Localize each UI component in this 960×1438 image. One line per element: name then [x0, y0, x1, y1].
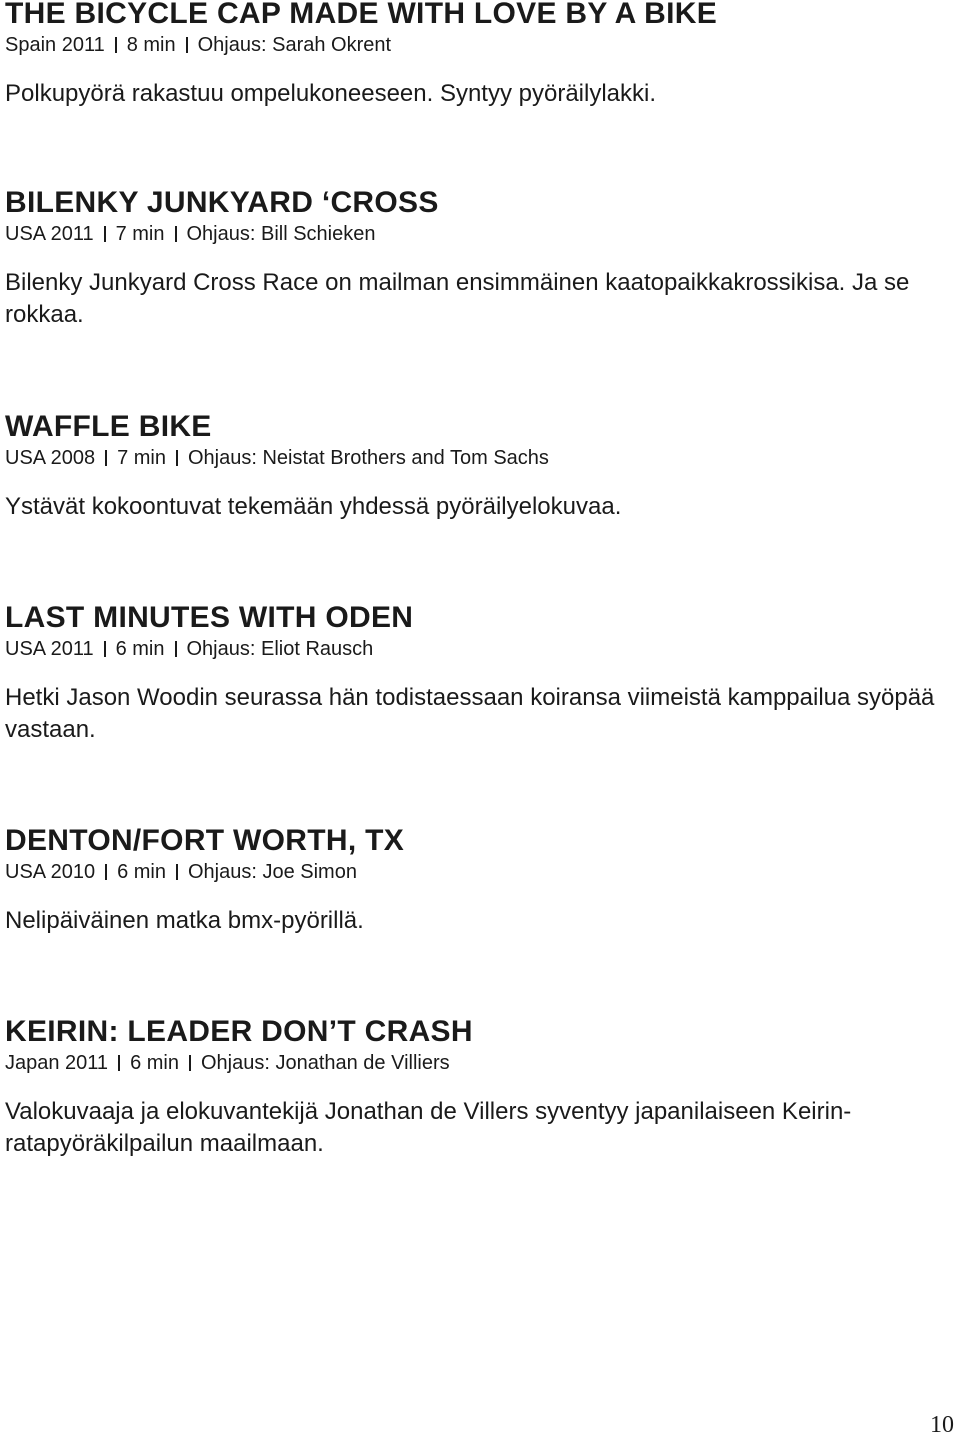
film-entry [5, 186, 952, 331]
film-entry [5, 601, 952, 746]
film-title: KEIRIN: LEADER DON’T CRASH [5, 1015, 473, 1048]
meta-separator [118, 1055, 120, 1071]
film-meta [5, 446, 952, 470]
film-duration: 6 min [117, 861, 166, 883]
meta-separator [186, 37, 188, 53]
meta-separator [104, 641, 106, 657]
film-description: Valokuvaaja ja elokuvantekijä Jonathan de Villers syventyy japanilaiseen Keirinratapyöräkilpailun maailmaan. [5, 1098, 852, 1157]
film-meta [5, 33, 952, 57]
film-country-year: USA 2011 [5, 638, 94, 660]
film-title: BILENKY JUNKYARD ‘CROSS [5, 186, 439, 219]
meta-separator [175, 641, 177, 657]
film-director: Ohjaus: Bill Schieken [186, 223, 376, 245]
film-duration: 6 min [130, 1052, 179, 1074]
film-description: Bilenky Junkyard Cross Race on mailman ensimmäinen kaatopaikkakrossikisa. Ja se rokkaa. [5, 269, 910, 328]
film-entry [5, 1015, 952, 1160]
film-duration: 7 min [115, 223, 165, 245]
film-country-year: Japan 2011 [5, 1052, 109, 1074]
film-country-year: Spain 2011 [5, 34, 105, 56]
film-director: Ohjaus: Joe Simon [187, 861, 357, 883]
meta-separator [176, 450, 178, 466]
film-entry [5, 410, 952, 523]
film-title: DENTON/FORT WORTH, TX [5, 824, 405, 857]
film-director: Ohjaus: Eliot Rausch [186, 638, 374, 660]
film-duration: 8 min [126, 34, 176, 56]
film-country-year: USA 2008 [5, 447, 96, 469]
meta-separator [115, 37, 117, 53]
page-number: 10 [930, 1412, 954, 1438]
film-country-year: USA 2010 [5, 861, 96, 883]
film-director: Ohjaus: Neistat Brothers and Tom Sachs [187, 447, 549, 469]
meta-separator [105, 450, 107, 466]
film-country-year: USA 2011 [5, 223, 94, 245]
film-title: LAST MINUTES WITH ODEN [5, 601, 414, 634]
film-duration: 7 min [117, 447, 166, 469]
film-description: Ystävät kokoontuvat tekemään yhdessä pyöräilyelokuvaa. [5, 493, 622, 520]
film-entry [5, 0, 952, 110]
meta-separator [189, 1055, 191, 1071]
film-title: WAFFLE BIKE [5, 410, 212, 443]
film-entry [5, 824, 952, 937]
film-director: Ohjaus: Jonathan de Villiers [200, 1052, 450, 1074]
meta-separator [104, 226, 106, 242]
film-duration: 6 min [115, 638, 165, 660]
meta-separator [175, 226, 177, 242]
film-meta [5, 860, 952, 884]
film-description: Polkupyörä rakastuu ompelukoneeseen. Syntyy pyöräilylakki. [5, 80, 657, 107]
film-meta [5, 1051, 952, 1075]
film-director: Ohjaus: Sarah Okrent [197, 34, 392, 56]
film-description: Nelipäiväinen matka bmx-pyörillä. [5, 907, 364, 934]
meta-separator [105, 864, 107, 880]
film-meta [5, 222, 952, 246]
meta-separator [176, 864, 178, 880]
film-meta [5, 637, 952, 661]
film-description: Hetki Jason Woodin seurassa hän todistaessaan koiransa viimeistä kamppailua syöpää vastaan. [5, 684, 935, 743]
film-title: THE BICYCLE CAP MADE WITH LOVE BY A BIKE [5, 0, 718, 30]
